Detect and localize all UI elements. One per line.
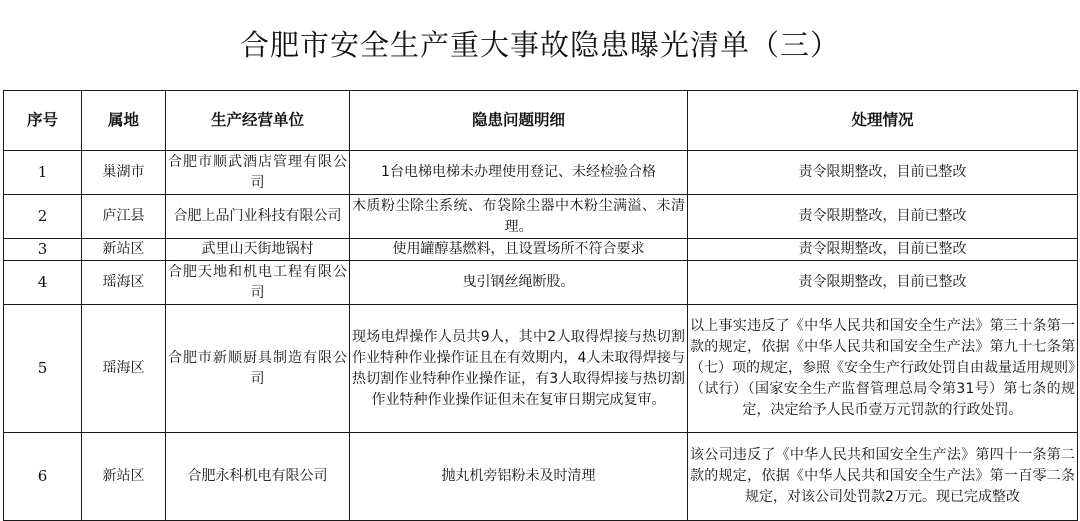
header-region: 属地 <box>82 91 166 151</box>
cell-region: 瑶海区 <box>82 261 166 305</box>
cell-handling: 以上事实违反了《中华人民共和国安全生产法》第三十条第一款的规定，依据《中华人民共和国安全生产法》第九十七条第（七）项的规定，参照《安全生产行政处罚自由裁量适用规则》（试行）（国家安全生产监督管理总局令第31号）第七条的规定，决定给予人民币壹万元罚款的行政处罚。 <box>688 305 1078 433</box>
page-title: 合肥市安全生产重大事故隐患曝光清单（三） <box>239 27 840 62</box>
header-handling: 处理情况 <box>688 91 1078 151</box>
cell-region: 瑶海区 <box>82 305 166 433</box>
cell-region: 巢湖市 <box>82 151 166 195</box>
cell-issue: 木质粉尘除尘系统、布袋除尘器中木粉尘满溢、未清理。 <box>350 195 688 239</box>
cell-region: 庐江县 <box>82 195 166 239</box>
table-row <box>4 433 1078 521</box>
cell-issue: 曳引钢丝绳断股。 <box>350 261 688 305</box>
header-issue: 隐患问题明细 <box>350 91 688 151</box>
cell-region: 新站区 <box>82 239 166 261</box>
cell-serial: 5 <box>4 305 82 433</box>
cell-company: 合肥永科机电有限公司 <box>166 433 350 521</box>
cell-issue: 抛丸机旁铝粉未及时清理 <box>350 433 688 521</box>
cell-company: 合肥市新顺厨具制造有限公司 <box>166 305 350 433</box>
table-row <box>4 239 1078 261</box>
table-row <box>4 261 1078 305</box>
cell-serial: 3 <box>4 239 82 261</box>
header-serial: 序号 <box>4 91 82 151</box>
cell-handling: 该公司违反了《中华人民共和国安全生产法》第四十一条第二款的规定，依据《中华人民共和国安全生产法》第一百零二条规定，对该公司处罚款2万元。现已完成整改 <box>688 433 1078 521</box>
table-row <box>4 195 1078 239</box>
cell-handling: 责令限期整改，目前已整改 <box>688 195 1078 239</box>
table-row <box>4 305 1078 433</box>
table-header-row <box>4 91 1078 151</box>
cell-serial: 6 <box>4 433 82 521</box>
table-row <box>4 151 1078 195</box>
hazard-table <box>3 90 1078 521</box>
cell-company: 合肥市顺武酒店管理有限公司 <box>166 151 350 195</box>
cell-serial: 1 <box>4 151 82 195</box>
cell-handling: 责令限期整改，目前已整改 <box>688 239 1078 261</box>
cell-issue: 1台电梯电梯未办理使用登记、未经检验合格 <box>350 151 688 195</box>
cell-company: 合肥上品门业科技有限公司 <box>166 195 350 239</box>
cell-region: 新站区 <box>82 433 166 521</box>
hazard-table-container <box>3 90 1077 521</box>
cell-handling: 责令限期整改，目前已整改 <box>688 261 1078 305</box>
cell-issue: 使用罐醇基燃料，且设置场所不符合要求 <box>350 239 688 261</box>
cell-issue: 现场电焊操作人员共9人，其中2人取得焊接与热切割作业特种作业操作证且在有效期内，4人未取得焊接与热切割作业特种作业操作证，有3人取得焊接与热切割作业特种作业操作证但未在复审日期完成复审。 <box>350 305 688 433</box>
cell-company: 合肥天地和机电工程有限公司 <box>166 261 350 305</box>
cell-serial: 2 <box>4 195 82 239</box>
cell-handling: 责令限期整改，目前已整改 <box>688 151 1078 195</box>
cell-serial: 4 <box>4 261 82 305</box>
header-company: 生产经营单位 <box>166 91 350 151</box>
cell-company: 武里山天街地锅村 <box>166 239 350 261</box>
